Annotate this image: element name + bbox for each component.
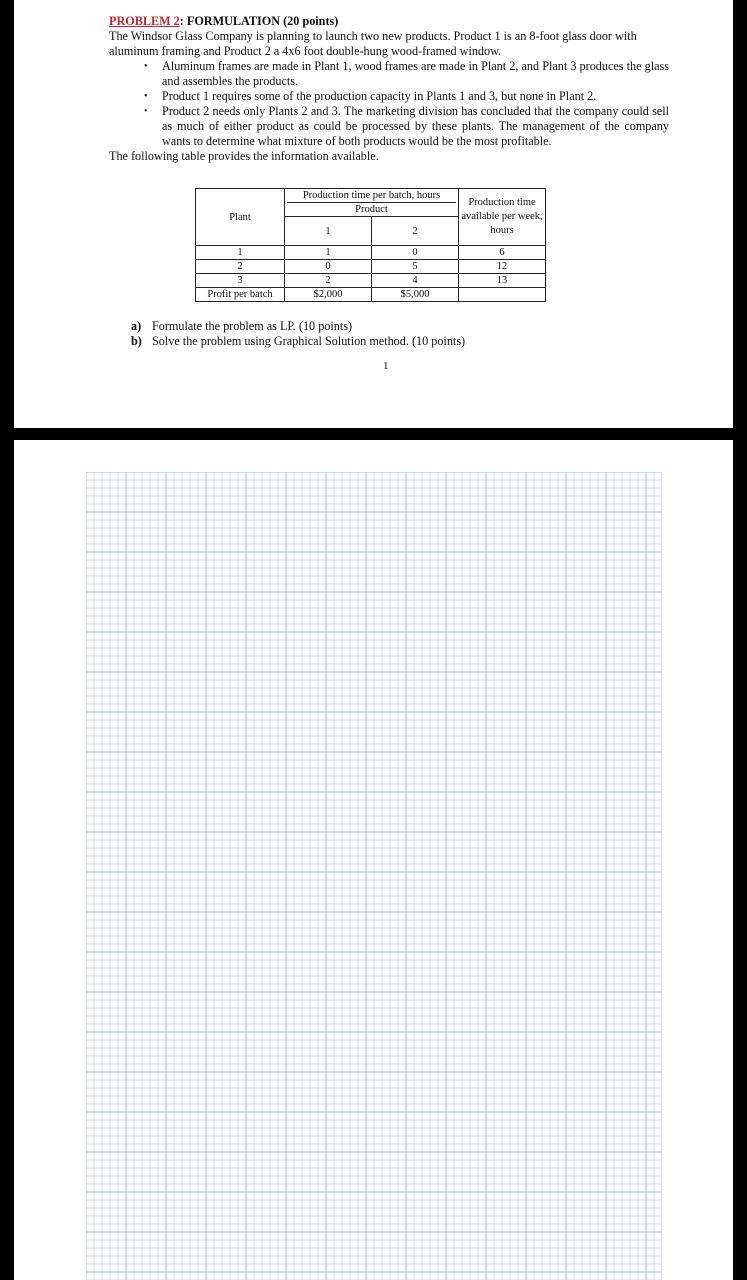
bullet-item: • Aluminum frames are made in Plant 1, wood frames are made in Plant 2, and Plant 3 produces the glass and assembles the products. bbox=[162, 59, 669, 89]
graph-paper-grid bbox=[86, 472, 662, 1280]
cell-product-1: 1 bbox=[285, 246, 372, 260]
production-table bbox=[195, 188, 546, 302]
header-time-label: Production time per batch, hours bbox=[287, 189, 456, 203]
question-item bbox=[131, 334, 651, 349]
cell-product-1: 0 bbox=[285, 260, 372, 274]
cell-plant: 3 bbox=[196, 274, 285, 288]
header-plant: Plant bbox=[196, 189, 285, 246]
question-item bbox=[131, 319, 651, 334]
table-row bbox=[196, 260, 546, 274]
cell-product-2: 0 bbox=[372, 246, 459, 260]
bullet-item: • Product 1 requires some of the production capacity in Plants 1 and 3, but none in Plant 2. bbox=[162, 89, 669, 104]
cell-plant: 1 bbox=[196, 246, 285, 260]
page-number: 1 bbox=[383, 360, 389, 372]
header-available: Production time available per week, hours bbox=[459, 189, 546, 246]
cell-product-2: 5 bbox=[372, 260, 459, 274]
question-text: Solve the problem using Graphical Solution method. (10 points) bbox=[152, 334, 466, 348]
header-time-per-batch bbox=[285, 189, 459, 217]
question-text: Formulate the problem as LP. (10 points) bbox=[152, 319, 353, 333]
bullet-list bbox=[109, 59, 669, 149]
problem-label: PROBLEM 2 bbox=[109, 14, 180, 28]
problem-title bbox=[109, 14, 669, 29]
bullet-item: • Product 2 needs only Plants 2 and 3. The marketing division has concluded that the company could sell as much of either product as could be processed by these plants. The management of the company wants to determine what mixture of both products would be the most profitable. bbox=[162, 104, 669, 149]
profit-row bbox=[196, 288, 546, 302]
cell-plant: 2 bbox=[196, 260, 285, 274]
cell-product-1: 2 bbox=[285, 274, 372, 288]
question-list bbox=[131, 319, 651, 349]
table-header-row bbox=[196, 189, 546, 217]
question-label: b) bbox=[131, 334, 142, 348]
header-product-label: Product bbox=[355, 204, 388, 215]
cell-available: 6 bbox=[459, 246, 546, 260]
graph-paper-page bbox=[14, 440, 733, 1280]
table-intro: The following table provides the information available. bbox=[109, 149, 379, 163]
cell-available: 12 bbox=[459, 260, 546, 274]
problem-title-rest: : FORMULATION (20 points) bbox=[179, 14, 339, 28]
cell-product-2: 4 bbox=[372, 274, 459, 288]
problem-intro: The Windsor Glass Company is planning to launch two new products. Product 1 is an 8-foot glass door with aluminum framing and Product 2 a 4x6 foot double-hung wood-framed window. bbox=[109, 29, 637, 58]
table-row bbox=[196, 246, 546, 260]
header-product-1: 1 bbox=[285, 217, 372, 246]
problem-page bbox=[14, 0, 733, 428]
cell-profit-product-2: $5,000 bbox=[372, 288, 459, 302]
table-row bbox=[196, 274, 546, 288]
cell-profit-product-1: $2,000 bbox=[285, 288, 372, 302]
cell-profit-empty bbox=[459, 288, 546, 302]
question-label: a) bbox=[131, 319, 142, 333]
cell-profit-label: Profit per batch bbox=[196, 288, 285, 302]
header-product-2: 2 bbox=[372, 217, 459, 246]
cell-available: 13 bbox=[459, 274, 546, 288]
problem-document bbox=[109, 14, 669, 372]
